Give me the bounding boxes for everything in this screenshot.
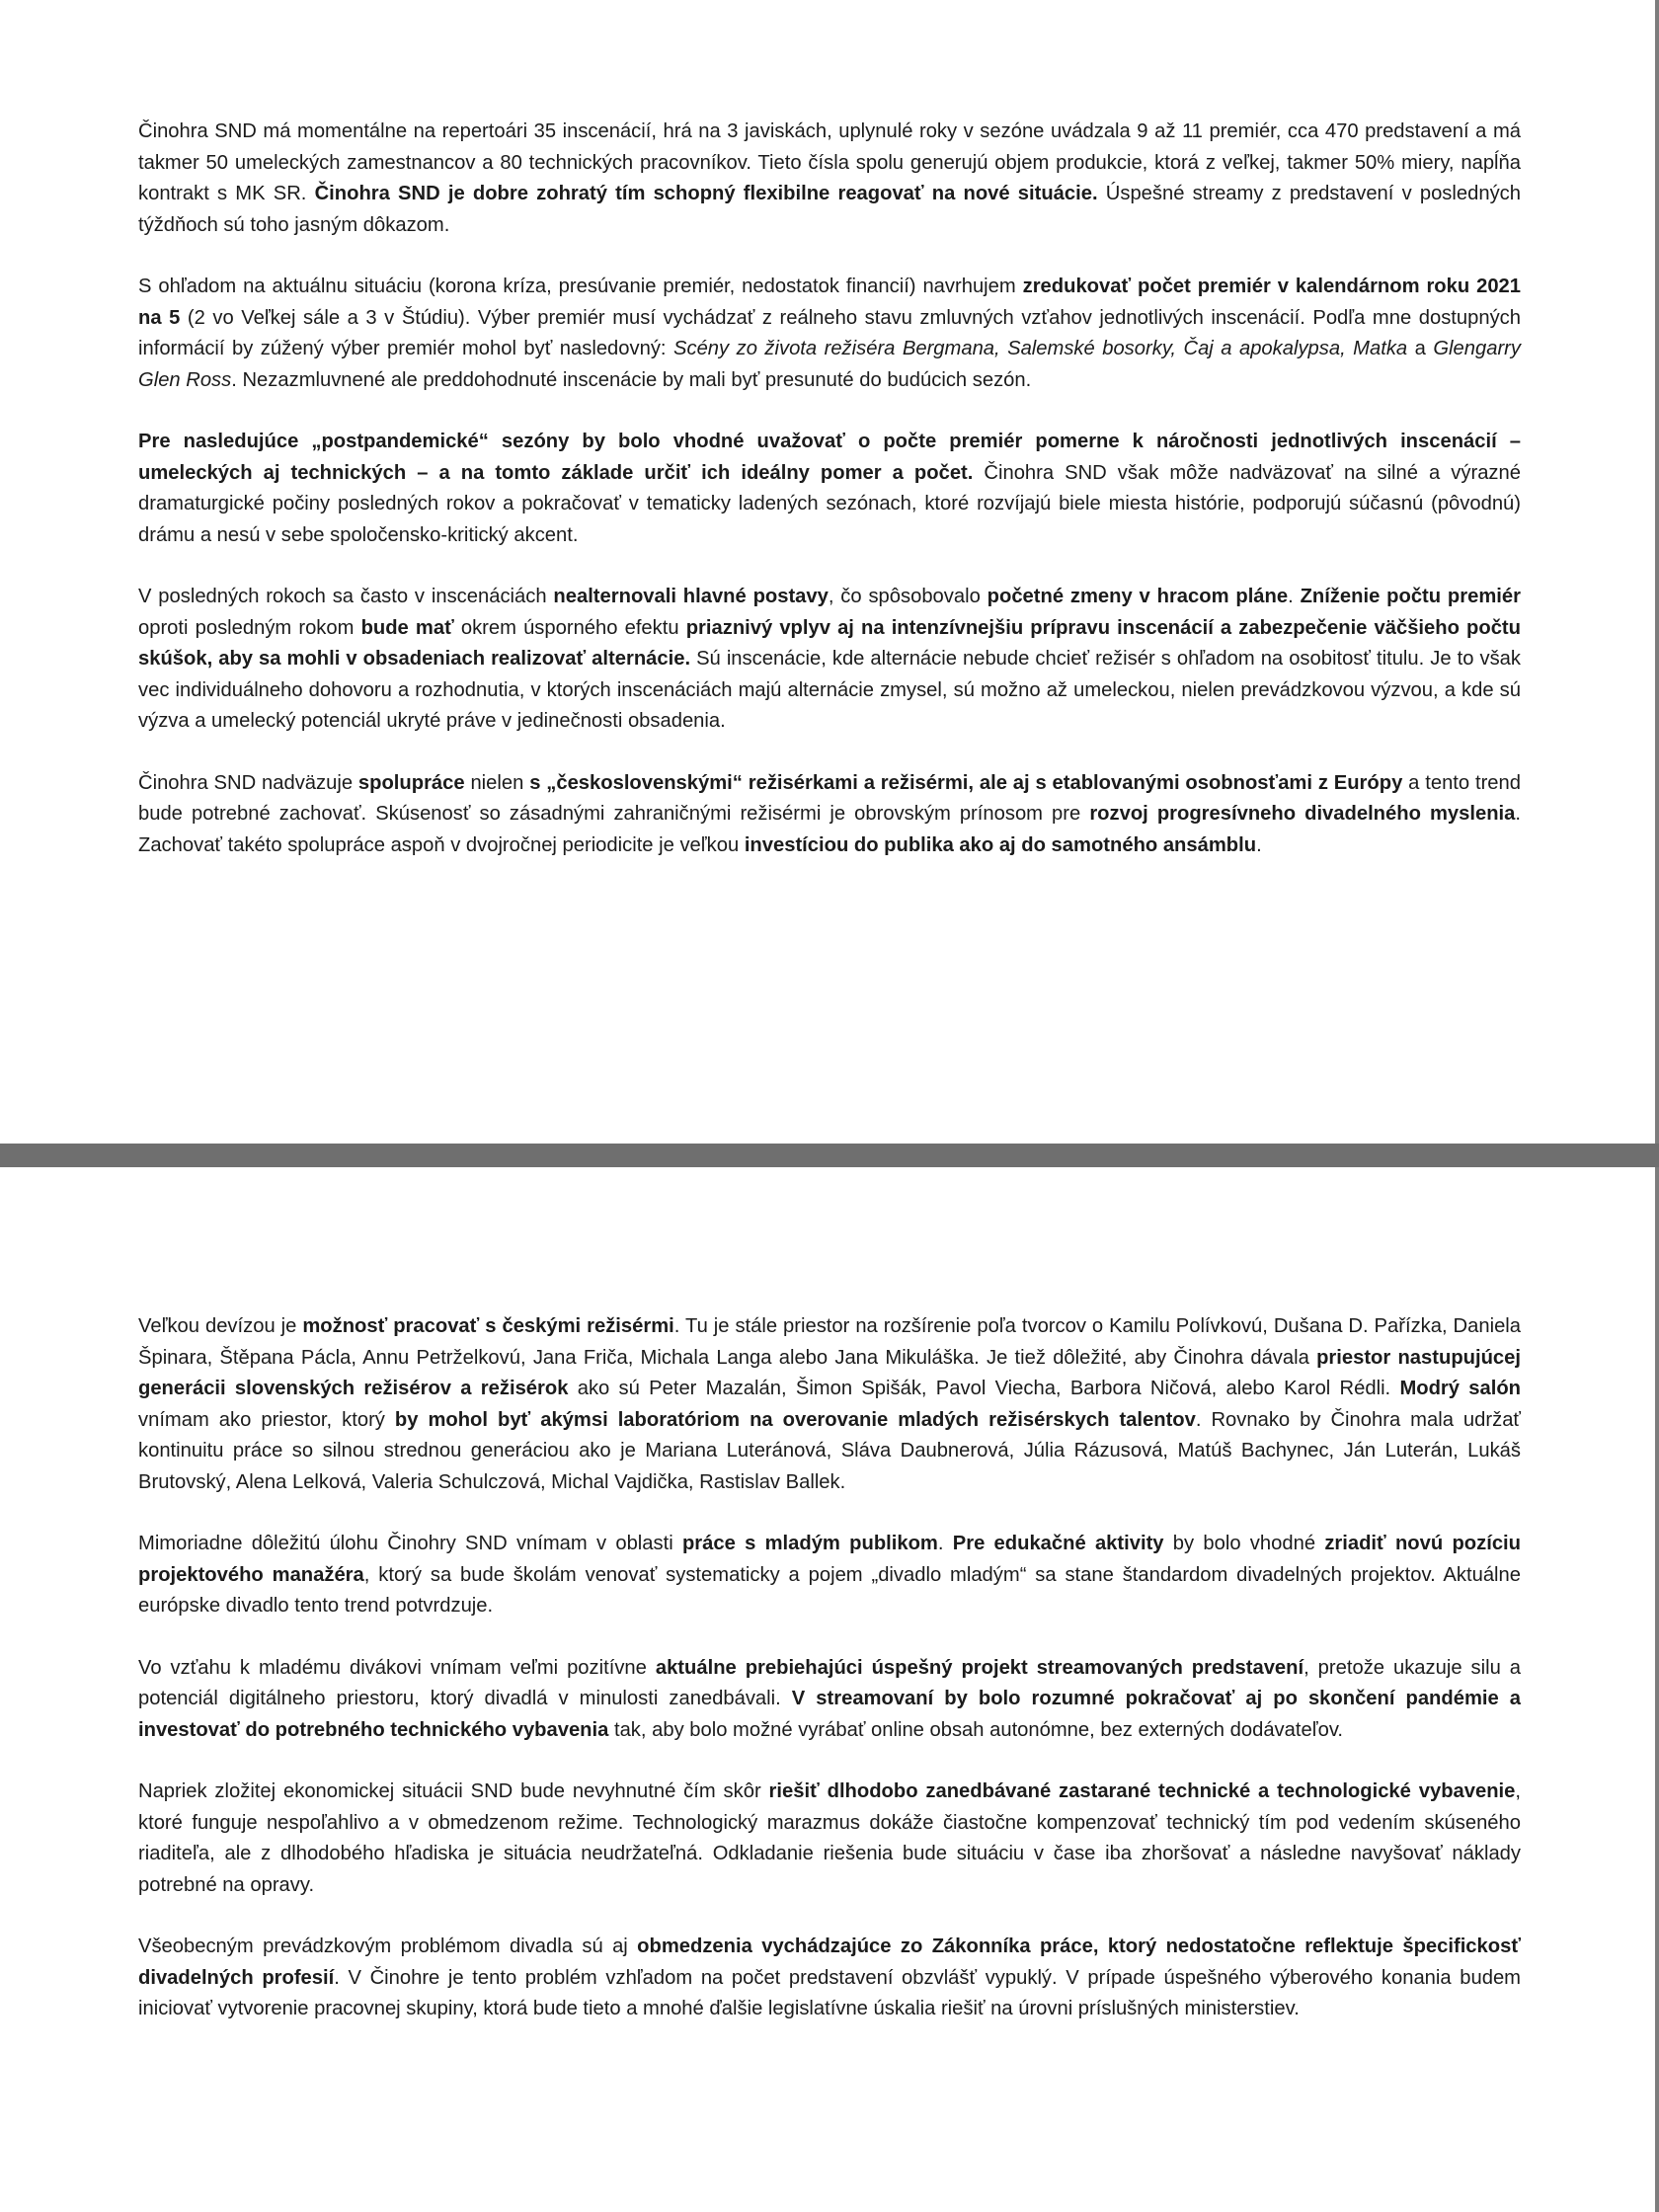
text-run: , pretože ukazuje silu a potenciál digitálneho priestoru, ktorý divadlá v minulosti zanedbávali. bbox=[138, 1656, 1521, 1709]
text-run: a bbox=[1407, 338, 1434, 359]
paragraph bbox=[138, 1777, 1521, 1901]
text-run: nielen bbox=[464, 771, 530, 794]
paragraph bbox=[138, 582, 1521, 738]
paragraph bbox=[138, 117, 1521, 241]
text-run: Úspešné streamy z predstavení v posledných týždňoch sú toho jasným dôkazom. bbox=[138, 183, 1521, 236]
text-run: Činohra SND má momentálne na repertoári 35 inscenácií, hrá na 3 javiskách, uplynulé roky v sezóne uvádzala 9 až 11 premiér, cca 470 predstavení a má takmer 50 umeleckých zamestnancov a 80 technických pracovníkov. Tieto čísla spolu generujú objem produkcie, ktorá z veľkej, takmer 50% miery, napĺňa kontrakt s MK SR. bbox=[138, 120, 1521, 204]
text-run: . V Činohre je tento problém vzhľadom na počet predstavení obzvlášť vypuklý. V prípade úspešného výberového konania budem iniciovať vytvorenie pracovnej skupiny, ktorá bude tieto a mnohé ďalšie legislatívne úskalia riešiť na úrovni príslušných ministerstiev. bbox=[138, 1966, 1521, 2019]
text-run: Všeobecným prevádzkovým problémom divadla sú aj bbox=[138, 1936, 638, 1957]
bold-text-run: V streamovaní by bolo rozumné pokračovať aj po skončení pandémie a investovať do potrebného technického vybavenia bbox=[138, 1688, 1522, 1741]
paragraph bbox=[138, 1653, 1521, 1747]
text-run: . bbox=[1256, 833, 1262, 856]
text-run: , ktorý sa bude školám venovať systematicky a pojem „divadlo mladým“ sa stane štandardom divadelných projektov. Aktuálne európske divadlo tento trend potvrdzuje. bbox=[138, 1563, 1521, 1617]
text-run: . bbox=[1288, 586, 1301, 607]
bold-text-run: nealternovali hlavné postavy bbox=[553, 586, 829, 607]
text-run: (2 vo Veľkej sále a 3 v Štúdiu). Výber premiér musí vychádzať z reálneho stavu zmluvných vzťahov jednotlivých inscenácií. Podľa mne dostupných informácií by zúžený výber premiér mohol byť nasledovný: bbox=[138, 306, 1521, 359]
paragraph bbox=[138, 768, 1521, 862]
text-run: tak, aby bolo možné vyrábať online obsah autonómne, bez externých dodávateľov. bbox=[608, 1718, 1344, 1741]
paragraph bbox=[138, 427, 1521, 551]
bold-text-run: bude mať bbox=[360, 616, 454, 639]
text-run: , čo spôsobovalo bbox=[828, 586, 988, 607]
bold-text-run: spolupráce bbox=[357, 771, 465, 794]
paragraph bbox=[138, 1932, 1521, 2025]
text-run: vnímam ako priestor, ktorý bbox=[138, 1408, 395, 1431]
bold-text-run: početné zmeny v hracom pláne bbox=[987, 586, 1289, 607]
text-run: okrem úsporného efektu bbox=[453, 616, 686, 639]
bold-text-run: Modrý salón bbox=[1399, 1378, 1521, 1399]
bold-text-run: zredukovať počet premiér v kalendárnom roku 2021 na 5 bbox=[138, 276, 1522, 329]
paragraph bbox=[138, 1311, 1521, 1498]
text-run: . Rovnako by Činohra mala udržať kontinuitu práce so silnou strednou generáciou ako je Mariana Luteránová, Sláva Daubnerová, Júlia Rázusová, Matúš Bachynec, Ján Luterán, Lukáš Brutovský, Alena Lelková, Valeria Schulczová, Michal Vajdička, Rastislav Ballek. bbox=[138, 1408, 1521, 1493]
text-run: Činohra SND nadväzuje bbox=[138, 771, 358, 794]
bold-text-run: priaznivý vplyv aj na intenzívnejšiu prípravu inscenácií a zabezpečenie väčšieho počtu skúšok, aby sa mohli v obsadeniach realizovať alternácie. bbox=[138, 616, 1521, 670]
text-run: Vo vzťahu k mladému divákovi vnímam veľmi pozitívne bbox=[138, 1656, 656, 1679]
italic-text-run: Glengarry Glen Ross bbox=[138, 338, 1521, 391]
page-2-body bbox=[138, 1311, 1521, 2056]
bold-text-run: Pre edukačné aktivity bbox=[952, 1533, 1164, 1554]
text-run: ako sú Peter Mazalán, Šimon Spišák, Pavol Viecha, Barbora Ničová, alebo Karol Rédli. bbox=[568, 1378, 1400, 1399]
bold-text-run: Zníženie počtu premiér bbox=[1300, 586, 1521, 607]
bold-text-run: by mohol byť akýmsi laboratóriom na overovanie mladých režisérskych talentov bbox=[394, 1408, 1196, 1431]
bold-text-run: možnosť pracovať s českými režisérmi bbox=[302, 1315, 674, 1337]
text-run: oproti posledným rokom bbox=[138, 616, 361, 639]
page-separator bbox=[0, 1144, 1659, 1167]
bold-text-run: aktuálne prebiehajúci úspešný projekt streamovaných predstavení bbox=[655, 1656, 1304, 1679]
text-run: S ohľadom na aktuálnu situáciu (korona kríza, presúvanie premiér, nedostatok financií) navrhujem bbox=[138, 276, 1023, 297]
bold-text-run: s „československými“ režisérkami a režisérmi, ale aj s etablovanými osobnosťami z Európy bbox=[529, 771, 1403, 794]
text-run: Napriek zložitej ekonomickej situácii SND bude nevyhnutné čím skôr bbox=[138, 1780, 769, 1802]
text-run: . Nezazmluvnené ale preddohodnuté inscenácie by mali byť presunuté do budúcich sezón. bbox=[231, 368, 1032, 391]
text-run: a tento trend bude potrebné zachovať. Skúsenosť so zásadnými zahraničnými režisérmi je obrovským prínosom pre bbox=[138, 771, 1521, 825]
italic-text-run: Scény zo života režiséra Bergmana, Salemské bosorky, Čaj a apokalypsa, Matka bbox=[673, 338, 1408, 359]
bold-text-run: obmedzenia vychádzajúce zo Zákonníka práce, ktorý nedostatočne reflektuje špecifickosť divadelných profesií bbox=[138, 1936, 1521, 1989]
document-page-2 bbox=[0, 1167, 1659, 2212]
bold-text-run: Pre nasledujúce „postpandemické“ sezóny by bolo vhodné uvažovať o počte premiér pomerne k náročnosti jednotlivých inscenácií – umeleckých aj technických – a na tomto základe určiť ich ideálny pomer a počet. bbox=[138, 431, 1521, 484]
bold-text-run: investíciou do publika ako aj do samotného ansámblu bbox=[744, 833, 1257, 856]
text-run: Veľkou devízou je bbox=[138, 1315, 303, 1337]
text-run: Sú inscenácie, kde alternácie nebude chcieť režisér s ohľadom na osobitosť titulu. Je to však vec individuálneho dohovoru a rozhodnutia, v ktorých inscenáciách majú alternácie zmysel, sú možno až umeleckou, nielen prevádzkovou výzvou, a kde sú výzva a umelecký potenciál ukryté práve v jedinečnosti obsadenia. bbox=[138, 648, 1521, 732]
bold-text-run: práce s mladým publikom bbox=[681, 1533, 938, 1554]
bold-text-run: priestor nastupujúcej generácii slovenských režisérov a režisérok bbox=[138, 1346, 1521, 1399]
bold-text-run: riešiť dlhodobo zanedbávané zastarané technické a technologické vybavenie bbox=[768, 1780, 1516, 1802]
text-run: . Tu je stále priestor na rozšírenie poľa tvorcov o Kamilu Polívkovú, Dušana D. Pařízka, Daniela Špinara, Štěpana Pácla, Annu Petrželkovú, Jana Friča, Michala Langa alebo Jana Mikuláška. Je tiež dôležité, aby Činohra dávala bbox=[138, 1315, 1522, 1369]
page-1-body bbox=[138, 117, 1521, 892]
paragraph bbox=[138, 1529, 1521, 1622]
bold-text-run: zriadiť novú pozíciu projektového manažéra bbox=[138, 1533, 1521, 1586]
text-run: by bolo vhodné bbox=[1163, 1533, 1325, 1554]
text-run: . bbox=[937, 1533, 953, 1554]
bold-text-run: Činohra SND je dobre zohratý tím schopný flexibilne reagovať na nové situácie. bbox=[314, 183, 1098, 204]
text-run: . Zachovať takéto spolupráce aspoň v dvojročnej periodicite je veľkou bbox=[138, 803, 1521, 856]
paragraph bbox=[138, 272, 1521, 396]
text-run: Činohra SND však môže nadväzovať na silné a výrazné dramaturgické počiny posledných rokov a pokračovať v tematicky ladených sezónach, ktoré rozvíjajú biele miesta histórie, podporujú súčasnú (pôvodnú) drámu a nesú v sebe spoločensko-kritický akcent. bbox=[138, 461, 1521, 546]
text-run: Mimoriadne dôležitú úlohu Činohry SND vnímam v oblasti bbox=[138, 1533, 682, 1554]
text-run: , ktoré funguje nespoľahlivo a v obmedzenom režime. Technologický marazmus dokáže čiastočne kompenzovať technický tím pod vedením skúseného riaditeľa, ale z dlhodobého hľadiska je situácia neudržateľná. Odkladanie riešenia bude situáciu v čase iba zhoršovať a následne navyšovať náklady potrebné na opravy. bbox=[138, 1780, 1521, 1896]
bold-text-run: rozvoj progresívneho divadelného myslenia bbox=[1089, 803, 1516, 825]
text-run: V posledných rokoch sa často v inscenáciách bbox=[138, 586, 554, 607]
